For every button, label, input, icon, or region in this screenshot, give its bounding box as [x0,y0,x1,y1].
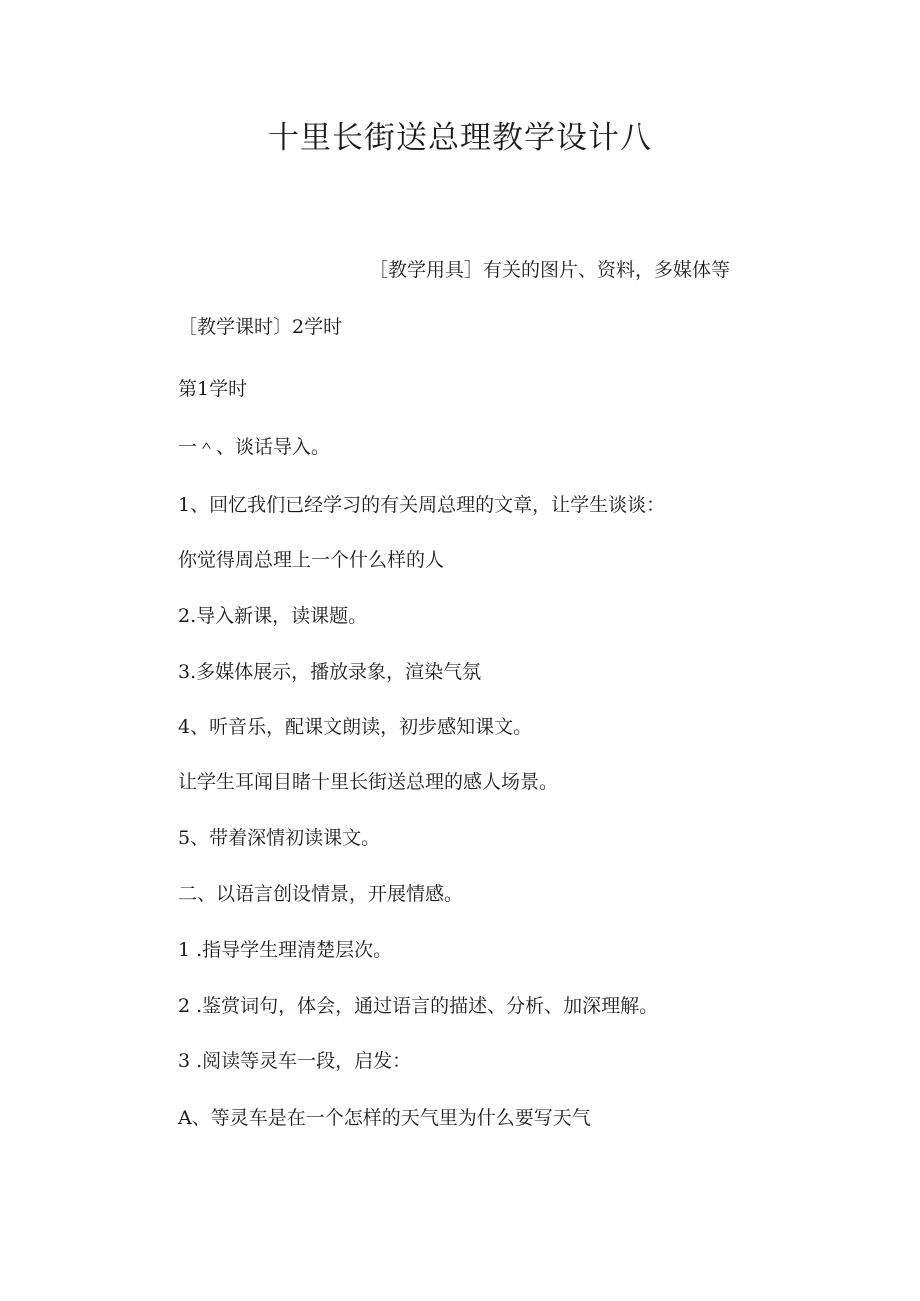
paragraph-line: 3.多媒体展示，播放录象，渲染气氛 [178,661,482,683]
paragraph-line: 2.导入新课，读课题。 [178,605,368,627]
paragraph-line: 让学生耳闻目睹十里长街送总理的感人场景。 [178,771,559,793]
paragraph-line: A、等灵车是在一个怎样的天气里为什么要写天气 [178,1107,591,1129]
paragraph-line: 1、回忆我们已经学习的有关周总理的文章，让学生谈谈： [178,494,666,516]
paragraph-line: 4、听音乐，配课文朗读，初步感知课文。 [178,716,533,738]
section-heading-2: 二、以语言创设情景，开展情感。 [178,883,464,905]
document-title: 十里长街送总理教学设计八 [268,120,652,156]
paragraph-line: 5、带着深情初读课文。 [178,827,381,849]
paragraph-line: 1 .指导学生理清楚层次。 [178,939,393,961]
section-heading-1: 一＾、谈话导入。 [178,436,331,458]
paragraph-line: 3 .阅读等灵车一段，启发： [178,1050,412,1072]
lesson-heading: 第1学时 [178,378,248,400]
teaching-tools-line: ［教学用具］有关的图片、资料，多媒体等 [368,259,730,281]
teaching-hours-line: ［教学课时〕2学时 [178,316,343,338]
paragraph-line: 2 .鉴赏词句，体会，通过语言的描述、分析、加深理解。 [178,995,659,1017]
paragraph-line: 你觉得周总理上一个什么样的人 [178,549,445,571]
